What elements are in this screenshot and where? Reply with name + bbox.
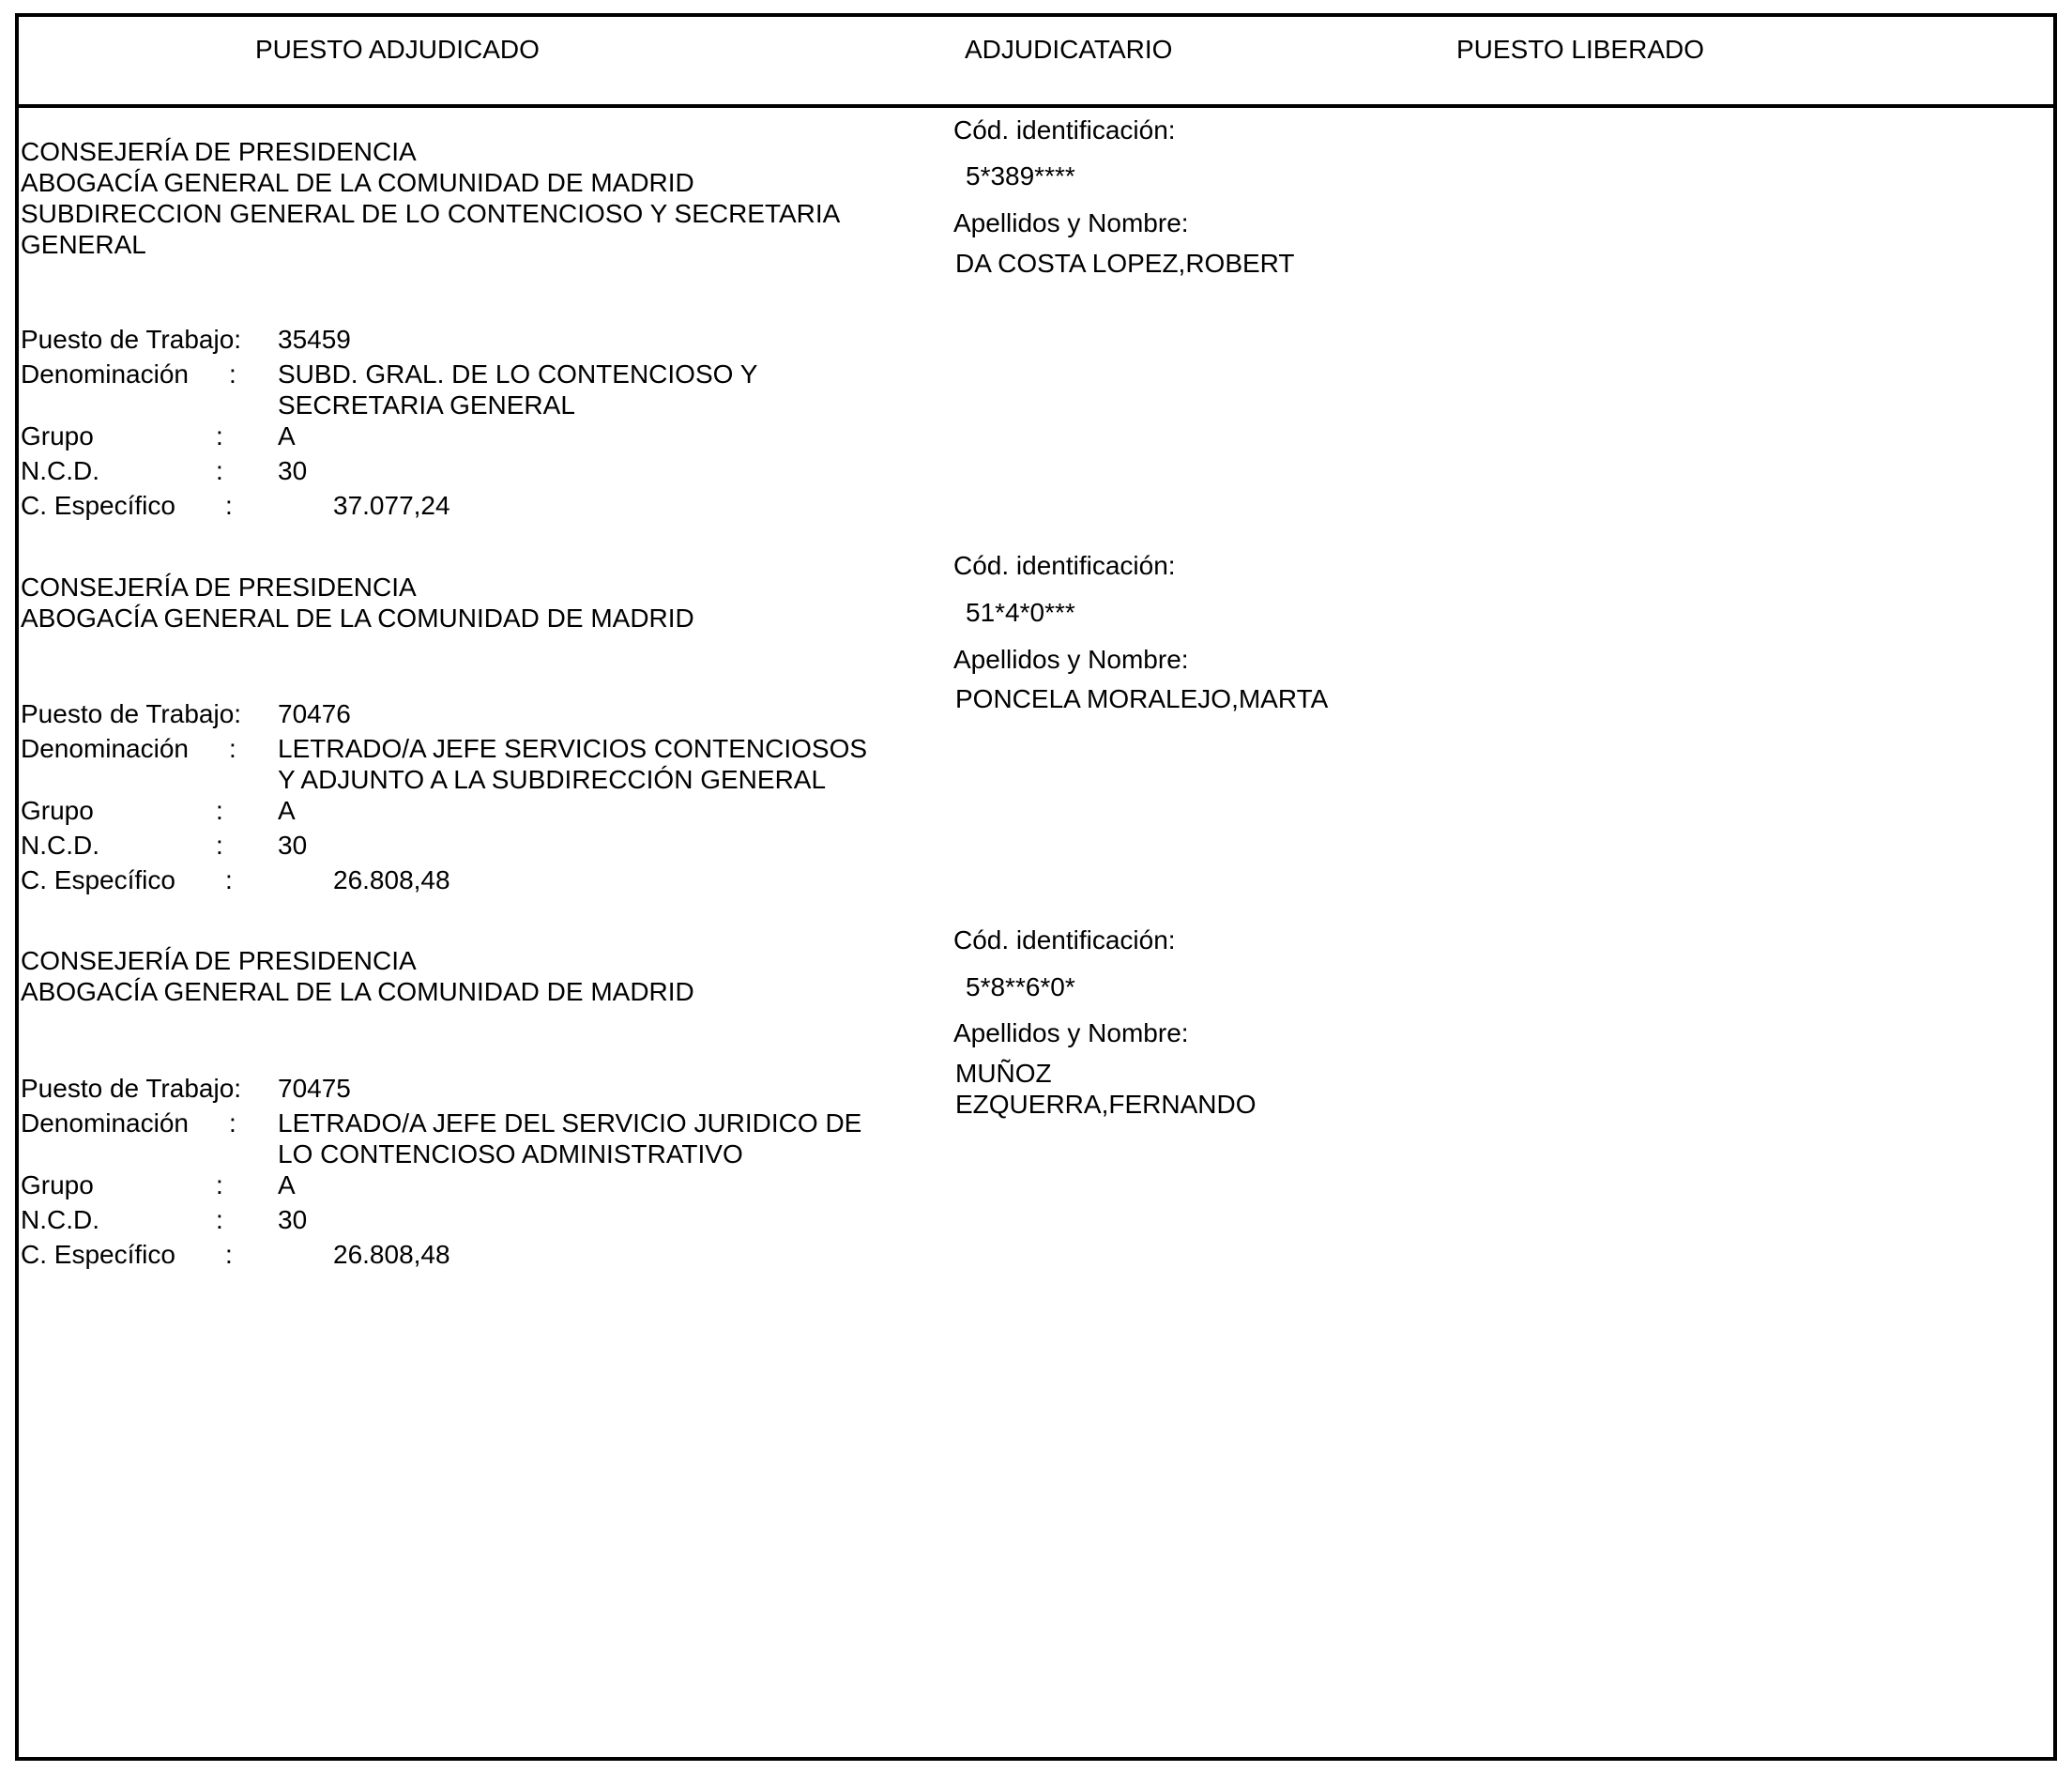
label-denominacion: Denominación [21, 734, 189, 763]
label-puesto-de-trabajo: Puesto de Trabajo: [21, 699, 242, 728]
label-cod-identificacion: Cód. identificación: [953, 115, 1176, 145]
label-c-especifico: C. Específico [21, 491, 175, 520]
label-ncd: N.C.D. [21, 831, 99, 860]
colon: : [216, 1205, 223, 1234]
table-header [19, 17, 2053, 108]
colon: : [216, 456, 223, 485]
colon: : [225, 491, 233, 520]
value-grupo: A [278, 421, 296, 451]
record-organization: CONSEJERÍA DE PRESIDENCIA ABOGACÍA GENERAL DE LA COMUNIDAD DE MADRID [21, 573, 694, 633]
value-c-especifico: 37.077,24 [333, 491, 450, 520]
value-ncd: 30 [278, 1205, 308, 1234]
label-grupo: Grupo [21, 1170, 94, 1199]
header-adjudicatario: ADJUDICATARIO [965, 35, 1173, 64]
colon: : [216, 796, 223, 825]
colon: : [229, 1108, 236, 1138]
value-denominacion: LETRADO/A JEFE SERVICIOS CONTENCIOSOS Y ADJUNTO A LA SUBDIRECCIÓN GENERAL [278, 734, 868, 794]
value-cod-identificacion: 5*8**6*0* [966, 972, 1075, 1001]
value-cod-identificacion: 5*389**** [966, 161, 1075, 191]
header-puesto-liberado: PUESTO LIBERADO [1456, 35, 1705, 64]
label-c-especifico: C. Específico [21, 1240, 175, 1269]
colon: : [225, 1240, 233, 1269]
colon: : [216, 831, 223, 860]
record-organization: CONSEJERÍA DE PRESIDENCIA ABOGACÍA GENERAL DE LA COMUNIDAD DE MADRID SUBDIRECCION GENERAL DE LO CONTENCIOSO Y SECRETARIA GENERAL [21, 137, 841, 259]
colon: : [216, 1170, 223, 1199]
value-grupo: A [278, 1170, 296, 1199]
colon: : [225, 865, 233, 894]
value-ncd: 30 [278, 456, 308, 485]
label-apellidos-nombre: Apellidos y Nombre: [953, 208, 1189, 237]
value-denominacion: LETRADO/A JEFE DEL SERVICIO JURIDICO DE LO CONTENCIOSO ADMINISTRATIVO [278, 1108, 862, 1169]
value-apellidos-nombre: DA COSTA LOPEZ,ROBERT [955, 249, 1295, 278]
label-denominacion: Denominación [21, 359, 189, 389]
label-grupo: Grupo [21, 421, 94, 451]
label-apellidos-nombre: Apellidos y Nombre: [953, 645, 1189, 674]
label-ncd: N.C.D. [21, 1205, 99, 1234]
value-cod-identificacion: 51*4*0*** [966, 598, 1075, 627]
value-apellidos-nombre: MUÑOZ EZQUERRA,FERNANDO [955, 1059, 1257, 1119]
label-c-especifico: C. Específico [21, 865, 175, 894]
value-grupo: A [278, 796, 296, 825]
header-puesto-adjudicado: PUESTO ADJUDICADO [255, 35, 540, 64]
label-denominacion: Denominación [21, 1108, 189, 1138]
label-apellidos-nombre: Apellidos y Nombre: [953, 1018, 1189, 1047]
colon: : [216, 421, 223, 451]
value-ncd: 30 [278, 831, 308, 860]
value-puesto-de-trabajo: 70475 [278, 1074, 351, 1103]
value-apellidos-nombre: PONCELA MORALEJO,MARTA [955, 684, 1329, 713]
label-grupo: Grupo [21, 796, 94, 825]
label-puesto-de-trabajo: Puesto de Trabajo: [21, 1074, 242, 1103]
colon: : [229, 734, 236, 763]
colon: : [229, 359, 236, 389]
value-denominacion: SUBD. GRAL. DE LO CONTENCIOSO Y SECRETARIA GENERAL [278, 359, 758, 420]
value-c-especifico: 26.808,48 [333, 865, 450, 894]
label-ncd: N.C.D. [21, 456, 99, 485]
record-organization: CONSEJERÍA DE PRESIDENCIA ABOGACÍA GENERAL DE LA COMUNIDAD DE MADRID [21, 946, 694, 1006]
label-cod-identificacion: Cód. identificación: [953, 925, 1176, 955]
label-cod-identificacion: Cód. identificación: [953, 551, 1176, 580]
label-puesto-de-trabajo: Puesto de Trabajo: [21, 325, 242, 354]
value-c-especifico: 26.808,48 [333, 1240, 450, 1269]
value-puesto-de-trabajo: 70476 [278, 699, 351, 728]
value-puesto-de-trabajo: 35459 [278, 325, 351, 354]
